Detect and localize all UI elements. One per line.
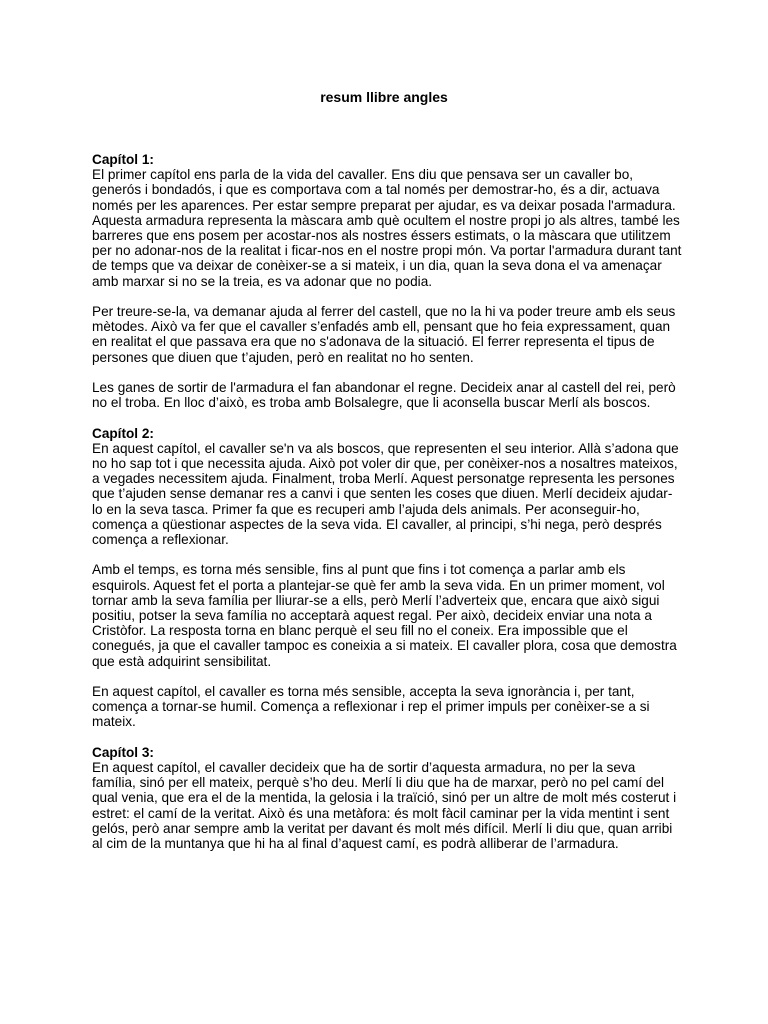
chapter-2-paragraph-1: [92, 426, 682, 548]
chapter-1-paragraph-1: [92, 152, 682, 289]
page-title: resum llibre angles: [320, 89, 448, 105]
chapter-1-paragraph-3: Les ganes de sortir de l'armadura el fan abandonar el regne. Decideix anar al castell del rei, però no el troba. En lloc d’això, es troba amb Bolsalegre, que li aconsella buscar Merlí als boscos.: [92, 380, 676, 411]
chapter-3-heading: Capítol 3:: [92, 744, 154, 760]
chapter-2-paragraph-3: En aquest capítol, el cavaller es torna més sensible, accepta la seva ignorància i, per tant, comença a tornar-se humil. Comença a reflexionar i rep el primer impuls per conèixer-se a si mateix.: [92, 684, 650, 730]
chapter-2-paragraph-2: Amb el temps, es torna més sensible, fins al punt que fins i tot comença a parlar amb els esquirols. Aquest fet el porta a plantejar-se què fer amb la seva vida. En un primer moment, vol tornar amb la seva família per lliurar-se a ells, però Merlí l’adverteix que, encara que això sigui positiu, potser la seva família no acceptarà aquest regal. Per això, decideix enviar una nota a Cristòfor. La resposta torna en blanc perquè el seu fill no el coneix. Era impossible que el conegués, ja que el cavaller tampoc es coneixia a si mateix. El cavaller plora, cosa que demostra que està adquirint sensibilitat.: [92, 562, 677, 669]
chapter-2-heading: Capítol 2:: [92, 425, 154, 441]
document-body: [92, 152, 682, 866]
chapter-2-text-1: En aquest capítol, el cavaller se'n va als boscos, que representen el seu interior. Allà s’adona que no ho sap tot i que necessita ajuda. Això pot voler dir que, per conèixer-nos a nosaltres mateixos, a vegades necessitem ajuda. Finalment, troba Merlí. Aquest personatge representa les persones que t’ajuden sense demanar res a canvi i que senten les coses que diuen. Merlí decideix ajudar-lo en la seva tasca. Primer fa que es recuperi amb l’ajuda dels animals. Per aconseguir-ho, comença a qüestionar aspectes de la seva vida. El cavaller, al principi, s’hi nega, però després comença a reflexionar.: [92, 440, 679, 548]
chapter-3-paragraph-1: [92, 745, 682, 851]
chapter-1-paragraph-2: Per treure-se-la, va demanar ajuda al ferrer del castell, que no la hi va poder treure amb els seus mètodes. Això va fer que el cavaller s’enfadés amb ell, pensant que ho feia expressament, quan en realitat el que passava era que no s'adonava de la situació. El ferrer representa el tipus de persones que diuen que t’ajuden, però en realitat no ho senten.: [92, 304, 676, 365]
chapter-3-text-1: En aquest capítol, el cavaller decideix que ha de sortir d’aquesta armadura, no per la seva família, sinó per ell mateix, perquè s’ho deu. Merlí li diu que ha de marxar, però no pel camí del qual venia, que era el de la mentida, la gelosia i la traïció, sinó per un altre de molt més costerut i estret: el camí de la veritat. Això és una metàfora: és molt fàcil caminar per la vida mentint i sent gelós, però anar sempre amb la veritat per davant és molt més difícil. Merlí li diu que, quan arribi al cim de la muntanya que hi ha al final d’aquest camí, es podrà alliberar de l’armadura.: [92, 760, 677, 852]
chapter-1-heading: Capítol 1:: [92, 152, 154, 167]
chapter-1-text-1: El primer capítol ens parla de la vida del cavaller. Ens diu que pensava ser un cavaller bo, generós i bondadós, i que es comportava com a tal només per demostrar-ho, és a dir, actuava només per les aparences. Per estar sempre preparat per ajudar, es va deixar posada l'armadura. Aquesta armadura representa la màscara amb què ocultem el nostre propi jo als altres, també les barreres que ens posem per acostar-nos als nostres éssers estimats, o la màscara que utilitzem per no adonar-nos de la realitat i ficar-nos en el nostre propi món. Va portar l'armadura durant tant de temps que va deixar de conèixer-se a si mateix, i un dia, quan la seva dona el va amenaçar amb marxar si no se la treia, es va adonar que no podia.: [92, 167, 682, 289]
